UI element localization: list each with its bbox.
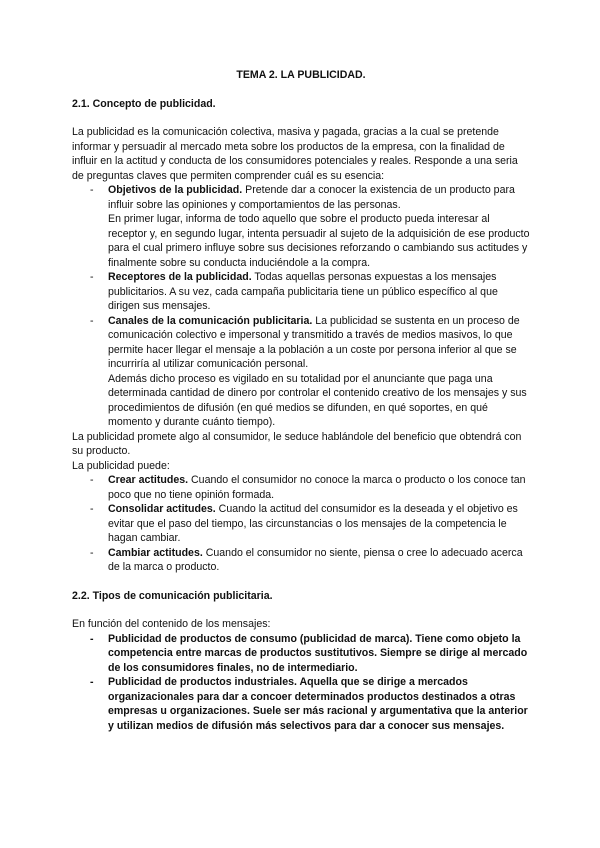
item-text: La publicidad se sustenta en un proceso de comunicación colectivo e impersonal y transmitido a través de medios masivos, lo que permite hacer llegar el mensaje a la población a un coste por persona inferior al que se incurriría al utilizar comunicación personal. bbox=[108, 314, 520, 370]
tipos-list bbox=[72, 632, 530, 734]
item-term: Crear actitudes. bbox=[108, 474, 189, 486]
list-item bbox=[72, 473, 530, 502]
section-heading-tipos: 2.2. Tipos de comunicación publicitaria. bbox=[72, 589, 273, 602]
item-term: Cambiar actitudes. bbox=[108, 546, 203, 559]
item-term: Objetivos de la publicidad. bbox=[108, 184, 243, 196]
concepto-intro: La publicidad es la comunicación colectiva, masiva y pagada, gracias a la cual se pretende informar y persuadir al mercado meta sobre los productos de la empresa, con la finalidad de influir en la actitud y conducta de los consumidores potenciales y reales. Responde a una seria de preguntas claves que permiten comprender cuál es su esencia: bbox=[72, 126, 518, 182]
item-text: Todas aquellas personas expuestas a los mensajes publicitarios. A su vez, cada campaña publicitaria tiene un público específico al que dirigen sus mensajes. bbox=[108, 271, 498, 312]
concepto-list bbox=[72, 183, 530, 430]
list-item bbox=[72, 502, 530, 546]
item-term: Consolidar actitudes. bbox=[108, 503, 216, 515]
document-title: TEMA 2. LA PUBLICIDAD. bbox=[236, 69, 366, 81]
list-item bbox=[72, 314, 530, 430]
actitudes-list bbox=[72, 473, 530, 575]
promise-text: La publicidad promete algo al consumidor, le seduce hablándole del beneficio que obtendrá con su producto. bbox=[72, 430, 522, 457]
item-term: Receptores de la publicidad. bbox=[108, 271, 252, 283]
spacer bbox=[72, 575, 530, 589]
list-item bbox=[72, 546, 530, 575]
list-item: - Publicidad de productos industriales. Aquella que se dirige a mercados organizacionales para dar a concoer determinados productos destinados a otras empresas u organizaciones. Suele ser más racional y argumentativa que la anterior y utilizan medios de difusión más selectivos para dar a conocer sus mensajes. bbox=[72, 675, 530, 733]
list-item: - Publicidad de productos de consumo (publicidad de marca). Tiene como objeto la competencia entre marcas de productos sustitutivos. Siempre se dirige al mercado de los consumidores finales, no de intermediario. bbox=[72, 632, 530, 676]
list-item bbox=[72, 183, 530, 270]
section-heading-concepto: 2.1. Concepto de publicidad. bbox=[72, 97, 216, 110]
item-text: Cuando el consumidor no siente, piensa o cree lo adecuado acerca de la marca o producto. bbox=[108, 546, 523, 573]
item-text: Cuando el consumidor no conoce la marca o producto o los conoce tan poco que no tiene opinión formada. bbox=[108, 474, 526, 501]
item-text: Pretende dar a conocer la existencia de un producto para influir sobre las opiniones y comportamientos de las personas. bbox=[108, 184, 515, 211]
item-extra: Además dicho proceso es vigilado en su totalidad por el anunciante que paga una determinada cantidad de dinero por controlar el contenido creativo de los mensajes y sus procedimientos de difusión (en qué medios se difunden, en qué soportes, en qué momento y durante cuánto tiempo). bbox=[108, 372, 527, 428]
tipos-intro: En función del contenido de los mensajes: bbox=[72, 618, 271, 630]
item-term: Canales de la comunicación publicitaria. bbox=[108, 314, 313, 327]
item-extra: En primer lugar, informa de todo aquello que sobre el producto pueda interesar al receptor y, en segundo lugar, intenta persuadir al sujeto de la adquisición de ese producto para el cual primero influye sobre sus decisiones reforzando o cambiando sus actitudes y finalmente sobre su conducta induciéndole a la compra. bbox=[108, 213, 530, 269]
list-item bbox=[72, 270, 530, 314]
can-label: La publicidad puede: bbox=[72, 459, 170, 472]
document-page bbox=[72, 68, 530, 733]
item-text: Cuando la actitud del consumidor es la deseada y el objetivo es evitar que el paso del tiempo, las circunstancias o los mensajes de la competencia le hagan cambiar. bbox=[108, 503, 518, 544]
